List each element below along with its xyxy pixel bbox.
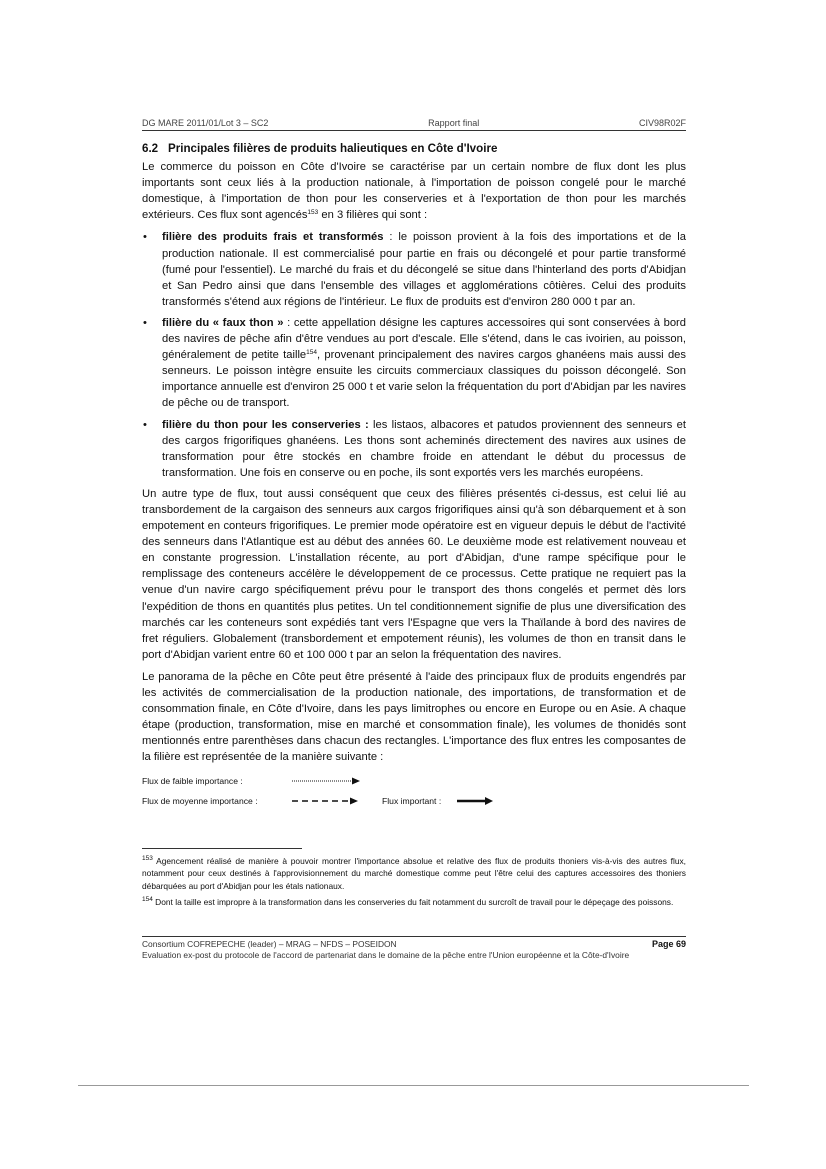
footnote-ref-153[interactable]: 153 bbox=[307, 209, 319, 217]
footnote-ref-154[interactable]: 154 bbox=[306, 349, 318, 357]
legend-row-medium-high bbox=[142, 791, 686, 811]
footnote-153 bbox=[142, 855, 686, 892]
footnote-number: 153 bbox=[142, 855, 153, 862]
intro-text: Le commerce du poisson en Côte d'Ivoire se caractérise par un certain nombre de flux dont les plus importants sont ceux liés à la production nationale, à l'importation de poisson congelé pour le marché domestique, à l'importation de thon pour les conserveries et à l'exportation de thon pour les marchés extérieurs. Ces flux sont agencés bbox=[142, 161, 686, 222]
header-center: Rapport final bbox=[428, 118, 480, 128]
footnote-number: 154 bbox=[142, 896, 153, 904]
list-item-text-end: , provenant principalement des navires cargos ghanéens mais aussi des senneurs. Le poisson intègre ensuite les circuits commerciaux classiques du poisson décongelé. Son importance annuelle est d'environ 25 000 t et varie selon la fréquentation du port d'Abidjan par les navires de pêche ou de transport. bbox=[162, 349, 686, 410]
header-left: DG MARE 2011/01/Lot 3 – SC2 bbox=[142, 118, 269, 128]
legend-low-label: Flux de faible importance : bbox=[142, 776, 243, 787]
list-item bbox=[142, 417, 686, 481]
dashed-arrow-icon bbox=[292, 796, 362, 806]
bullet-icon: • bbox=[143, 231, 147, 244]
header-right: CIV98R02F bbox=[638, 118, 686, 128]
flow-legend bbox=[142, 771, 686, 811]
list-item-term: filière des produits frais et transformés bbox=[162, 231, 384, 244]
legend-row-low bbox=[142, 771, 686, 791]
page-bottom-divider bbox=[78, 1085, 749, 1086]
intro-paragraph bbox=[142, 159, 686, 223]
footnote-154 bbox=[142, 896, 686, 908]
intro-text-end: en 3 filières qui sont : bbox=[318, 209, 428, 222]
list-item-term: filière du « faux thon » bbox=[162, 316, 284, 329]
footnote-text: Agencement réalisé de manière à pouvoir montrer l'importance absolue et relative des flux de produits thoniers vis-à-vis des autres flux, notamment pour ceux destinés à l'approvisionnement du marché domestique comme peut l'être celui des captures accessoires des thoniers débarquées au port d'Abidjan pour les étals nationaux. bbox=[142, 856, 686, 891]
bullet-icon: • bbox=[143, 418, 147, 431]
footnote-separator bbox=[142, 848, 302, 849]
list-item-text: : le poisson provient à la fois des importations et de la production nationale. Il est commercialisé pour partie en frais ou décongelé et pour partie transformé (fumé pour l'essentiel). Le marché du frais et du décongelé se situe dans l'hinterland des ports d'Abidjan et San Pedro ainsi que dans l'ensemble des villages et agglomérations côtières. Celui des produits transformés s'étend aux régions de l'intérieur. Le flux de produits est d'environ 280 000 t par an. bbox=[162, 231, 686, 308]
list-item-term: filière du thon pour les conserveries : bbox=[162, 418, 369, 431]
legend-high-label: Flux important : bbox=[382, 796, 442, 807]
page-footer bbox=[142, 936, 686, 961]
dotted-arrow-icon bbox=[292, 776, 362, 786]
footer-row bbox=[142, 939, 686, 950]
list-item bbox=[142, 229, 686, 309]
panorama-paragraph: Le panorama de la pêche en Côte peut être présenté à l'aide des principaux flux de produits engendrés par les activités de commercialisation de la production nationale, des importations, de transformation et de consommation finale, en Côte d'Ivoire, dans les pays limitrophes ou encore en Europe ou en Asie. A chaque étape (production, transformation, mise en marché et consommation finale), les volumes de thonidés sont mentionnés entre parenthèses dans chacun des rectangles. L'importance des flux entres les composantes de la filière est représentée de la manière suivante : bbox=[142, 670, 686, 764]
transshipment-paragraph: Un autre type de flux, tout aussi conséquent que ceux des filières présentés ci-dessus, est celui lié au transbordement de la cargaison des senneurs aux cargos frigorifiques ainsi qu'à son débarquement et à son empotement en conteurs frigorifiques. Le premier mode opératoire est en vigueur depuis le début de l'activité des senneurs dans l'Atlantique est au début des années 60. Le deuxième mode est relativement nouveau et en constante progression. L'installation récente, au port d'Abidjan, d'une rampe spécifique pour le remplissage des conteneurs accélère le développement de ce processus. Cette pratique ne requiert pas la venue d'un navire cargo spécifiquement prévu pour le transport des thons congelés et permet dès lors l'expédition de thons en quantités plus petites. Un tel conditionnement signifie de plus une diversification des marchés car les conteneurs sont expédiés tant vers l'Espagne que vers la Thaïlande à bord des navires de fret réguliers. Globalement (transbordement et empotement réunis), les volumes de thon en transit dans le port d'Abidjan varient entre 60 et 100 000 t par an selon la fréquentation des navires. bbox=[142, 487, 686, 661]
solid-arrow-icon bbox=[457, 796, 527, 806]
footnotes bbox=[142, 855, 686, 913]
main-content bbox=[142, 141, 686, 811]
footer-subtitle: Evaluation ex-post du protocole de l'accord de partenariat dans le domaine de la pêche entre l'Union européenne et la Côte-d'Ivoire bbox=[142, 950, 630, 960]
list-item-text: : cette appellation désigne les captures accessoires qui sont conservées à bord des navires de pêche afin d'être vendues au port d'escale. Elle s'étend, dans le cas ivoirien, au poisson, généralement de petite taille bbox=[162, 316, 686, 362]
legend-medium-label: Flux de moyenne importance : bbox=[142, 796, 258, 807]
section-number: 6.2 bbox=[142, 142, 159, 155]
section-title: Principales filières de produits halieutiques en Côte d'Ivoire bbox=[168, 142, 498, 155]
filiere-list bbox=[142, 229, 686, 480]
list-item-text: les listaos, albacores et patudos proviennent des senneurs et des cargos frigorifiques ghanéens. Les thons sont acheminés directement des navires aux usines de transformation pour être stockés en chambre froide en attendant le début du processus de transformation. Une fois en conserve ou en poche, ils sont exportés vers les marchés européens. bbox=[162, 418, 687, 479]
footnote-text: Dont la taille est impropre à la transformation dans les conserveries du fait notamment du surcroît de travail pour le dépeçage des poissons. bbox=[152, 897, 674, 908]
list-item bbox=[142, 315, 686, 412]
bullet-icon: • bbox=[143, 316, 147, 329]
page-header bbox=[142, 118, 686, 131]
footer-consortium: Consortium COFREPECHE (leader) – MRAG – NFDS – POSEIDON bbox=[142, 939, 397, 949]
page-number: Page 69 bbox=[651, 939, 686, 949]
section-heading bbox=[142, 141, 686, 157]
